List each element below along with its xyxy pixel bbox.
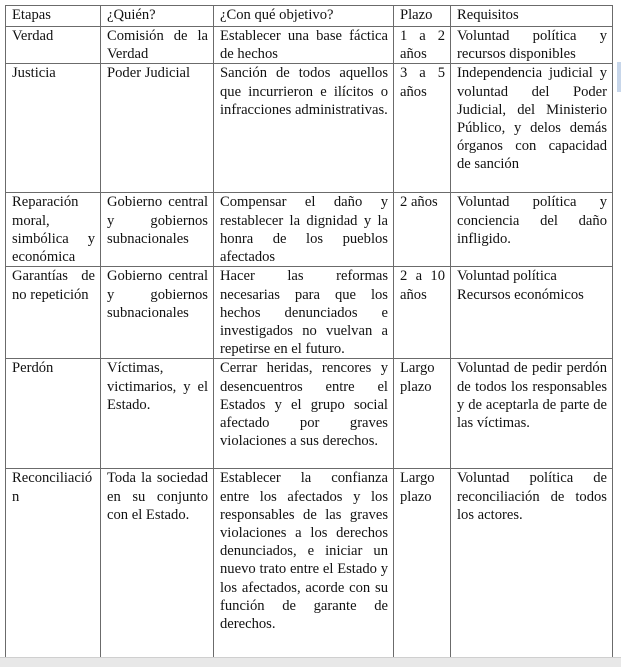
window-bottom-edge (0, 657, 621, 667)
cell-objetivo: Establecer una base fáctica de hechos (214, 27, 394, 64)
document-body (5, 5, 613, 659)
header-objetivo: ¿Con qué objetivo? (214, 6, 394, 27)
cell-plazo: Largo plazo (394, 359, 451, 469)
cell-etapa: Justicia (6, 64, 101, 193)
cell-etapa: Verdad (6, 27, 101, 64)
cell-quien: Poder Judicial (101, 64, 214, 193)
table-row (6, 64, 613, 193)
table-row (6, 359, 613, 469)
table-row (6, 27, 613, 64)
cell-plazo: Largo plazo (394, 469, 451, 659)
cell-etapa: Garantías de no repetición (6, 267, 101, 359)
cell-plazo: 1 a 2 años (394, 27, 451, 64)
side-panel-handle[interactable] (617, 62, 621, 92)
cell-quien: Víctimas, victimarios, y el Estado. (101, 359, 214, 469)
table-row (6, 193, 613, 267)
cell-quien: Toda la sociedad en su conjunto con el Estado. (101, 469, 214, 659)
cell-plazo: 2 a 10 años (394, 267, 451, 359)
cell-objetivo: Establecer la confianza entre los afectados y los responsables de las graves violaciones a los derechos denunciados, e iniciar un nuevo trato entre el Estado y los afectados, acorde con su función de garante de derechos. (214, 469, 394, 659)
cell-etapa: Perdón (6, 359, 101, 469)
cell-requisitos: Independencia judicial y voluntad del Poder Judicial, del Ministerio Público, y delos demás órganos con capacidad de sanción (451, 64, 613, 193)
cell-objetivo: Hacer las reformas necesarias para que los hechos denunciados e investigados no vuelvan a repetirse en el futuro. (214, 267, 394, 359)
cell-quien: Gobierno central y gobiernos subnacionales (101, 193, 214, 267)
cell-plazo: 2 años (394, 193, 451, 267)
cell-objetivo: Cerrar heridas, rencores y desencuentros entre el Estados y el grupo social afectado por graves violaciones a sus derechos. (214, 359, 394, 469)
header-plazo: Plazo (394, 6, 451, 27)
table-row (6, 469, 613, 659)
cell-requisitos: Voluntad política y conciencia del daño infligido. (451, 193, 613, 267)
cell-etapa: Reparación moral, simbólica y económica (6, 193, 101, 267)
cell-requisitos: Voluntad política y recursos disponibles (451, 27, 613, 64)
stages-table (5, 5, 613, 659)
cell-requisitos: Voluntad política Recursos económicos (451, 267, 613, 359)
cell-quien: Gobierno central y gobiernos subnacionales (101, 267, 214, 359)
header-etapas: Etapas (6, 6, 101, 27)
header-quien: ¿Quién? (101, 6, 214, 27)
cell-plazo: 3 a 5 años (394, 64, 451, 193)
cell-quien: Comisión de la Verdad (101, 27, 214, 64)
cell-objetivo: Sanción de todos aquellos que incurrieron e ilícitos o infracciones administrativas. (214, 64, 394, 193)
header-requisitos: Requisitos (451, 6, 613, 27)
table-row (6, 267, 613, 359)
cell-requisitos: Voluntad de pedir perdón de todos los responsables y de aceptarla de parte de las víctimas. (451, 359, 613, 469)
table-header-row (6, 6, 613, 27)
cell-requisitos: Voluntad política de reconciliación de todos los actores. (451, 469, 613, 659)
cell-etapa: Reconciliación (6, 469, 101, 659)
cell-objetivo: Compensar el daño y restablecer la dignidad y la honra de los pueblos afectados (214, 193, 394, 267)
